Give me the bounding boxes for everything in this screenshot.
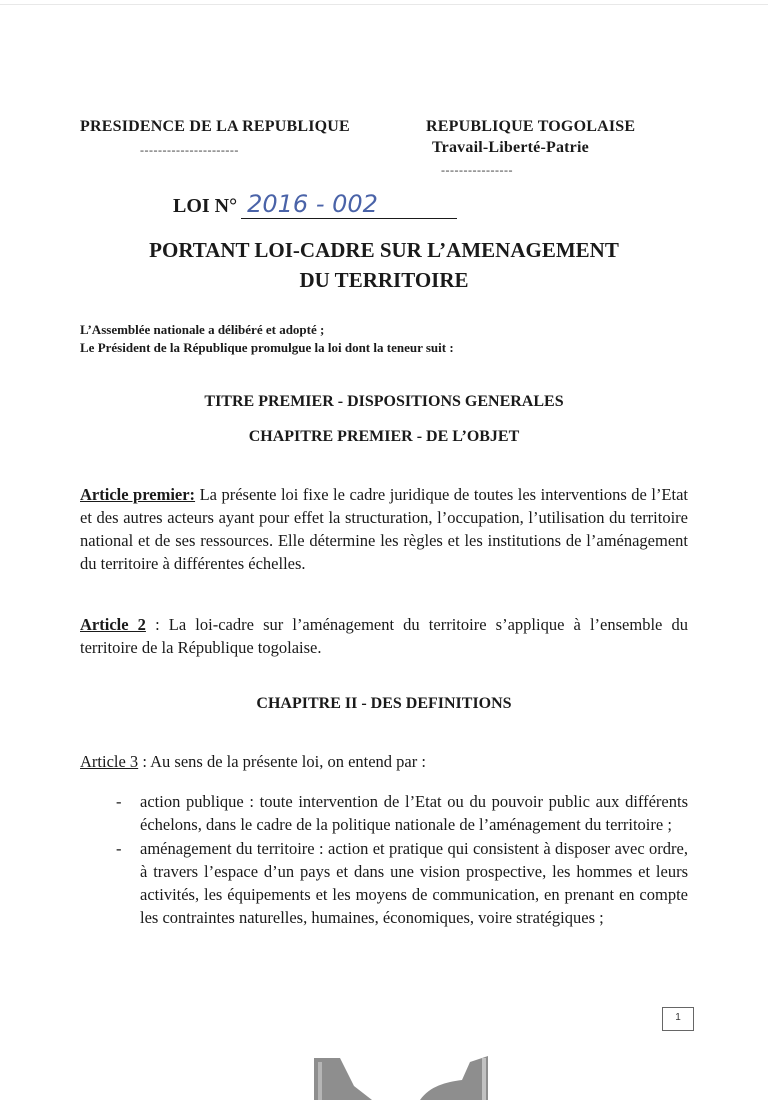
definition-item — [116, 837, 688, 929]
scan-edge-line — [0, 4, 768, 5]
article-3-label: Article 3 — [80, 752, 139, 771]
article-3-text: : Au sens de la présente loi, on entend par : — [138, 752, 426, 771]
scan-artifact-right — [420, 1056, 492, 1100]
article-premier — [80, 483, 688, 575]
list-bullet: - — [116, 792, 122, 811]
loi-label: LOI N° — [173, 195, 238, 217]
definition-text: action publique : toute intervention de l’Etat ou du pouvoir public aux différents échelons, dans le cadre de la politique nationale de l’aménagement du territoire ; — [140, 792, 688, 834]
article-premier-label: Article premier: — [80, 485, 196, 504]
intro-president: Le Président de la République promulgue la loi dont la teneur suit : — [80, 340, 454, 355]
chapitre-2-heading: CHAPITRE II - DES DEFINITIONS — [256, 695, 512, 712]
article-2-label: Article 2 — [80, 615, 146, 634]
titre-premier-heading: TITRE PREMIER - DISPOSITIONS GENERALES — [204, 393, 564, 410]
page-number-box: 1 — [662, 1007, 694, 1031]
list-bullet: - — [116, 839, 122, 858]
article-3 — [80, 750, 688, 773]
header-left-divider: ---------------------- — [140, 143, 239, 157]
article-2 — [80, 613, 688, 659]
law-title-line2: DU TERRITOIRE — [299, 268, 469, 292]
header-right-divider: ---------------- — [441, 163, 513, 177]
law-title-line1: PORTANT LOI-CADRE SUR L’AMENAGEMENT — [149, 238, 619, 262]
loi-number-handwritten: 2016 - 002 — [241, 190, 457, 219]
chapitre-premier-heading: CHAPITRE PREMIER - DE L’OBJET — [248, 428, 520, 445]
loi-number-line — [173, 190, 457, 219]
definitions-list — [116, 790, 688, 930]
definition-text: aménagement du territoire : action et pratique qui consistent à disposer avec ordre, à travers l’espace d’un pays et dans une vision prospective, les hommes et leurs activités, les équipements et les moyens de communication, en prenant en compte les contraintes naturelles, humaines, économiques, voire stratégiques ; — [140, 839, 688, 927]
article-2-text: : La loi-cadre sur l’aménagement du territoire s’applique à l’ensemble du territoire de la République togolaise. — [80, 615, 688, 657]
article-premier-text: La présente loi fixe le cadre juridique de toutes les interventions de l’Etat et des autres acteurs ayant pour effet la structuration, l’occupation, l’utilisation du territoire national et de ses ressources. Elle détermine les règles et les institutions de l’aménagement du territoire à différentes échelles. — [80, 485, 689, 573]
scan-artifact-left — [312, 1058, 372, 1100]
definition-item — [116, 790, 688, 836]
intro-assembly: L’Assemblée nationale a délibéré et adopté ; — [80, 322, 325, 337]
header-presidence: PRESIDENCE DE LA REPUBLIQUE — [80, 118, 350, 135]
header-motto: Travail-Liberté-Patrie — [432, 139, 589, 156]
header-republique: REPUBLIQUE TOGOLAISE — [426, 118, 636, 135]
